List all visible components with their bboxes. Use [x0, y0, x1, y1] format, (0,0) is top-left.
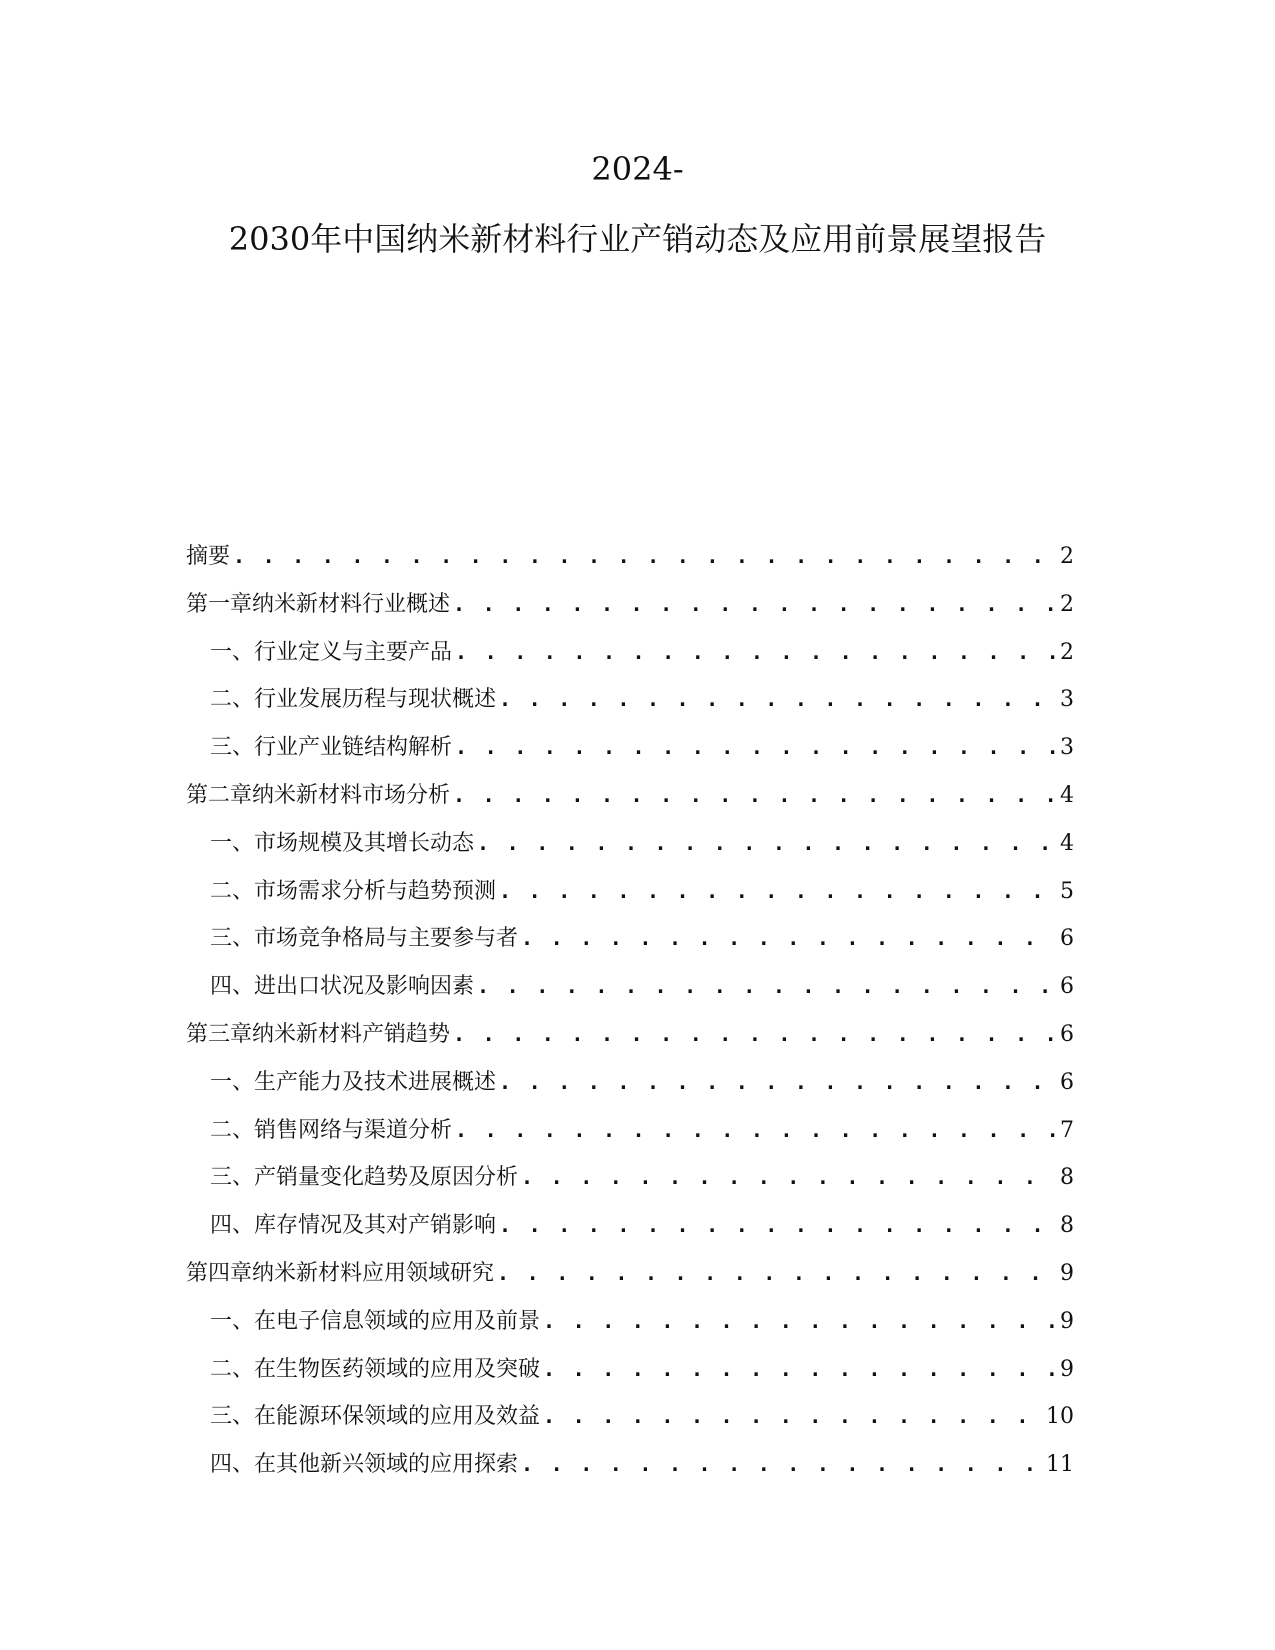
toc-page-number: 2	[1060, 591, 1074, 617]
toc-dot-leader	[543, 1393, 1043, 1441]
toc-entry-label: 行业定义与主要产品	[254, 639, 453, 665]
toc-entry-label: 摘要	[186, 544, 231, 569]
toc-entry-number: 一、	[210, 1308, 255, 1334]
toc-entry-number: 三、	[210, 926, 255, 952]
toc-entry-number: 二、	[210, 878, 255, 904]
toc-page-number: 6	[1060, 1069, 1074, 1095]
toc-entry-label: 市场竞争格局与主要参与者	[254, 926, 519, 952]
toc-entry-label: 进出口状况及影响因素	[254, 974, 475, 1000]
toc-dot-leader	[497, 1250, 1057, 1298]
toc-page-number: 2	[1060, 639, 1074, 665]
toc-entry-number: 四、	[210, 974, 255, 1000]
toc-page-number: 3	[1060, 687, 1074, 713]
toc-page-number: 9	[1060, 1260, 1074, 1286]
toc-dot-leader	[521, 1154, 1057, 1202]
toc-entry-number: 三、	[210, 735, 255, 761]
toc-entry-section[interactable]	[186, 676, 1074, 724]
toc-page-number: 6	[1060, 974, 1074, 1000]
toc-dot-leader	[521, 1441, 1043, 1489]
toc-dot-leader	[453, 581, 1057, 629]
toc-entry-label: 市场需求分析与趋势预测	[254, 878, 497, 904]
toc-page-number: 11	[1046, 1452, 1074, 1478]
toc-dot-leader	[455, 1107, 1057, 1155]
toc-entry-label: 行业产业链结构解析	[254, 735, 453, 761]
toc-entry-label: 纳米新材料应用领域研究	[252, 1260, 495, 1286]
toc-entry-section[interactable]	[186, 1107, 1074, 1155]
toc-entry-label: 行业发展历程与现状概述	[254, 687, 497, 713]
toc-entry-section[interactable]	[186, 868, 1074, 916]
toc-entry-chapter-2[interactable]	[186, 772, 1074, 820]
toc-entry-chapter-4[interactable]	[186, 1250, 1074, 1298]
toc-entry-number: 一、	[210, 639, 255, 665]
toc-entry-number: 第一章	[186, 591, 253, 617]
toc-entry-label: 纳米新材料产销趋势	[252, 1021, 451, 1047]
toc-entry-label: 在电子信息领域的应用及前景	[254, 1308, 541, 1334]
toc-entry-section[interactable]	[186, 1441, 1074, 1489]
toc-dot-leader	[455, 629, 1057, 677]
toc-page-number: 6	[1060, 1021, 1074, 1047]
toc-entry-chapter-1[interactable]	[186, 581, 1074, 629]
toc-entry-label: 纳米新材料行业概述	[252, 591, 451, 617]
toc-dot-leader	[499, 1202, 1057, 1250]
toc-entry-section[interactable]	[186, 1298, 1074, 1346]
toc-page-number: 9	[1060, 1356, 1074, 1382]
toc-dot-leader	[477, 820, 1057, 868]
toc-dot-leader	[499, 676, 1057, 724]
toc-page-number: 8	[1060, 1165, 1074, 1191]
toc-page-number: 5	[1060, 878, 1074, 904]
toc-entry-number: 三、	[210, 1165, 255, 1191]
toc-dot-leader	[233, 533, 1057, 581]
toc-entry-number: 第二章	[186, 782, 253, 808]
toc-entry-label: 生产能力及技术进展概述	[254, 1069, 497, 1095]
toc-entry-number: 一、	[210, 1069, 255, 1095]
document-title-line-2: 2030年中国纳米新材料行业产销动态及应用前景展望报告	[228, 220, 1047, 258]
toc-entry-label: 纳米新材料市场分析	[252, 782, 451, 808]
document-title-line-1: 2024-	[591, 150, 684, 188]
toc-dot-leader	[477, 963, 1057, 1011]
toc-entry-label: 销售网络与渠道分析	[254, 1117, 453, 1143]
toc-dot-leader	[499, 1059, 1057, 1107]
toc-entry-number: 第四章	[186, 1260, 253, 1286]
toc-entry-number: 一、	[210, 830, 255, 856]
toc-entry-section[interactable]	[186, 820, 1074, 868]
toc-entry-number: 二、	[210, 687, 255, 713]
toc-dot-leader	[455, 724, 1057, 772]
toc-page-number: 10	[1046, 1404, 1074, 1430]
toc-page-number: 3	[1060, 735, 1074, 761]
toc-dot-leader	[543, 1346, 1057, 1394]
table-of-contents	[186, 533, 1074, 1489]
toc-entry-number: 二、	[210, 1356, 255, 1382]
toc-dot-leader	[521, 915, 1057, 963]
toc-page-number: 4	[1060, 782, 1074, 808]
toc-page-number: 6	[1060, 926, 1074, 952]
toc-entry-number: 四、	[210, 1213, 255, 1239]
toc-entry-abstract[interactable]	[186, 533, 1074, 581]
toc-entry-label: 在其他新兴领域的应用探索	[254, 1452, 519, 1478]
toc-dot-leader	[543, 1298, 1057, 1346]
toc-page-number: 7	[1060, 1117, 1074, 1143]
toc-dot-leader	[453, 1011, 1057, 1059]
toc-entry-section[interactable]	[186, 724, 1074, 772]
toc-entry-section[interactable]	[186, 1202, 1074, 1250]
toc-entry-section[interactable]	[186, 1393, 1074, 1441]
toc-dot-leader	[499, 868, 1057, 916]
toc-entry-section[interactable]	[186, 1154, 1074, 1202]
toc-page-number: 9	[1060, 1308, 1074, 1334]
toc-entry-label: 在能源环保领域的应用及效益	[254, 1404, 541, 1430]
toc-entry-section[interactable]	[186, 915, 1074, 963]
toc-page-number: 4	[1060, 830, 1074, 856]
toc-page-number: 8	[1060, 1213, 1074, 1239]
toc-entry-label: 在生物医药领域的应用及突破	[254, 1356, 541, 1382]
toc-entry-number: 第三章	[186, 1021, 253, 1047]
toc-entry-number: 三、	[210, 1404, 255, 1430]
toc-page-number: 2	[1060, 544, 1074, 569]
toc-entry-number: 二、	[210, 1117, 255, 1143]
toc-entry-section[interactable]	[186, 963, 1074, 1011]
toc-entry-label: 库存情况及其对产销影响	[254, 1213, 497, 1239]
toc-entry-label: 市场规模及其增长动态	[254, 830, 475, 856]
toc-entry-label: 产销量变化趋势及原因分析	[254, 1165, 519, 1191]
toc-entry-section[interactable]	[186, 1059, 1074, 1107]
toc-entry-section[interactable]	[186, 629, 1074, 677]
toc-entry-section[interactable]	[186, 1346, 1074, 1394]
toc-entry-number: 四、	[210, 1452, 255, 1478]
toc-dot-leader	[453, 772, 1057, 820]
toc-entry-chapter-3[interactable]	[186, 1011, 1074, 1059]
